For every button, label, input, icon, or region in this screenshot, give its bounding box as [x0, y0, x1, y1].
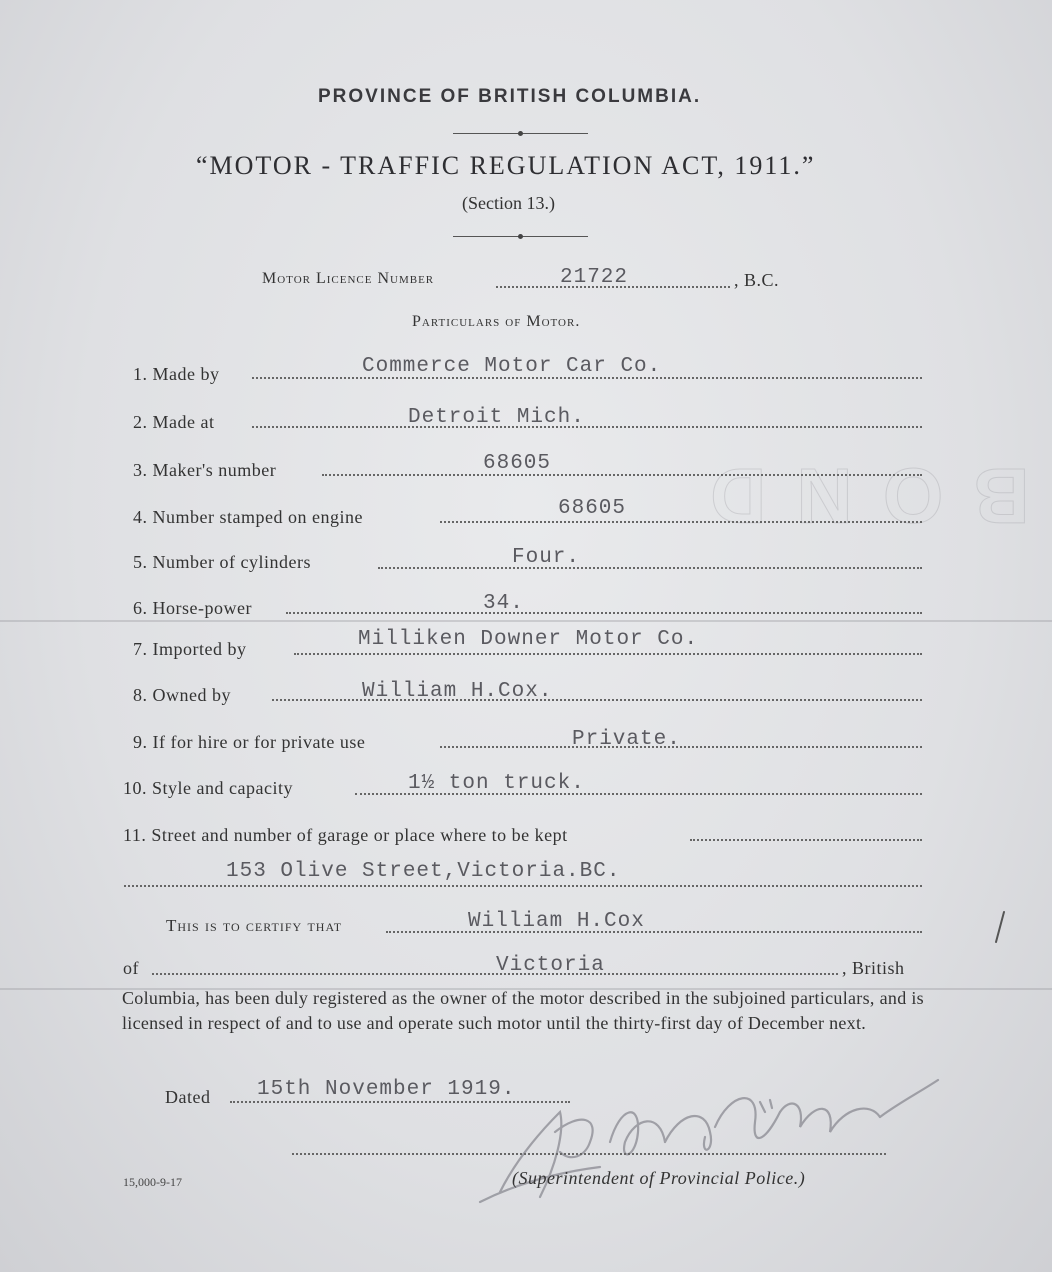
field-label-hire-or-private: 9. If for hire or for private use: [133, 732, 366, 752]
field-value-made-by: Commerce Motor Car Co.: [362, 355, 662, 378]
field-value-style-capacity: 1½ ton truck.: [408, 772, 585, 795]
leader-dots: [386, 931, 922, 933]
certify-intro: This is to certify that: [166, 916, 343, 935]
field-label-style-capacity: 10. Style and capacity: [123, 778, 293, 798]
leader-dots: [322, 474, 922, 476]
embossed-seal-mark: BOND: [680, 452, 1030, 540]
certified-place: Victoria: [496, 954, 605, 977]
licence-suffix: , B.C.: [734, 270, 780, 290]
margin-pencil-mark: [990, 908, 1010, 948]
field-label-horse-power: 6. Horse-power: [133, 598, 252, 618]
field-label-made-at: 2. Made at: [133, 412, 215, 432]
certificate-body: Columbia, has been duly registered as the owner of the motor described in the subjoined particulars, and is licensed in respect of and to use and operate such motor until the thirty-first day of December next.: [122, 988, 924, 1033]
leader-dots: [294, 653, 922, 655]
divider-dot: [518, 131, 523, 136]
field-value-horse-power: 34.: [483, 592, 524, 615]
field-value-imported-by: Milliken Downer Motor Co.: [358, 628, 699, 651]
british-text: , British: [842, 958, 905, 978]
particulars-heading: Particulars of Motor.: [412, 313, 581, 330]
province-heading: PROVINCE OF BRITISH COLUMBIA.: [318, 86, 702, 107]
paper-fold-line: [0, 620, 1052, 622]
signature-title: (Superintendent of Provincial Police.): [512, 1168, 806, 1188]
act-title: “MOTOR - TRAFFIC REGULATION ACT, 1911.”: [196, 151, 816, 180]
form-code: 15,000-9-17: [123, 1175, 182, 1189]
field-value-made-at: Detroit Mich.: [408, 406, 585, 429]
field-label-garage-address: 11. Street and number of garage or place where to be kept: [123, 825, 568, 845]
leader-dots: [690, 839, 922, 841]
licence-number-value: 21722: [560, 266, 629, 289]
field-label-made-by: 1. Made by: [133, 364, 220, 384]
of-label: of: [123, 958, 139, 978]
field-value-makers-number: 68605: [483, 452, 552, 475]
leader-dots: [378, 567, 922, 569]
leader-dots: [440, 521, 922, 523]
field-value-cylinders: Four.: [512, 546, 581, 569]
leader-dots: [124, 885, 922, 887]
signature-line: [292, 1153, 886, 1155]
field-label-engine-number: 4. Number stamped on engine: [133, 507, 363, 527]
field-value-owned-by: William H.Cox.: [362, 680, 553, 703]
field-label-cylinders: 5. Number of cylinders: [133, 552, 311, 572]
field-label-owned-by: 8. Owned by: [133, 685, 231, 705]
certified-owner-name: William H.Cox: [468, 910, 645, 933]
field-value-engine-number: 68605: [558, 497, 627, 520]
leader-dots: [252, 426, 922, 428]
handwritten-signature: [460, 1072, 940, 1212]
leader-dots: [440, 746, 922, 748]
leader-dots: [152, 973, 838, 975]
field-value-hire-or-private: Private.: [572, 728, 681, 751]
licence-number-label: Motor Licence Number: [262, 270, 435, 287]
dated-value: 15th November 1919.: [257, 1078, 516, 1101]
divider-dot: [518, 234, 523, 239]
leader-dots: [286, 612, 922, 614]
field-label-imported-by: 7. Imported by: [133, 639, 247, 659]
field-label-makers-number: 3. Maker's number: [133, 460, 277, 480]
dated-label: Dated: [165, 1087, 211, 1107]
field-value-garage-address: 153 Olive Street,Victoria.BC.: [226, 860, 621, 883]
section-reference: (Section 13.): [462, 193, 555, 213]
